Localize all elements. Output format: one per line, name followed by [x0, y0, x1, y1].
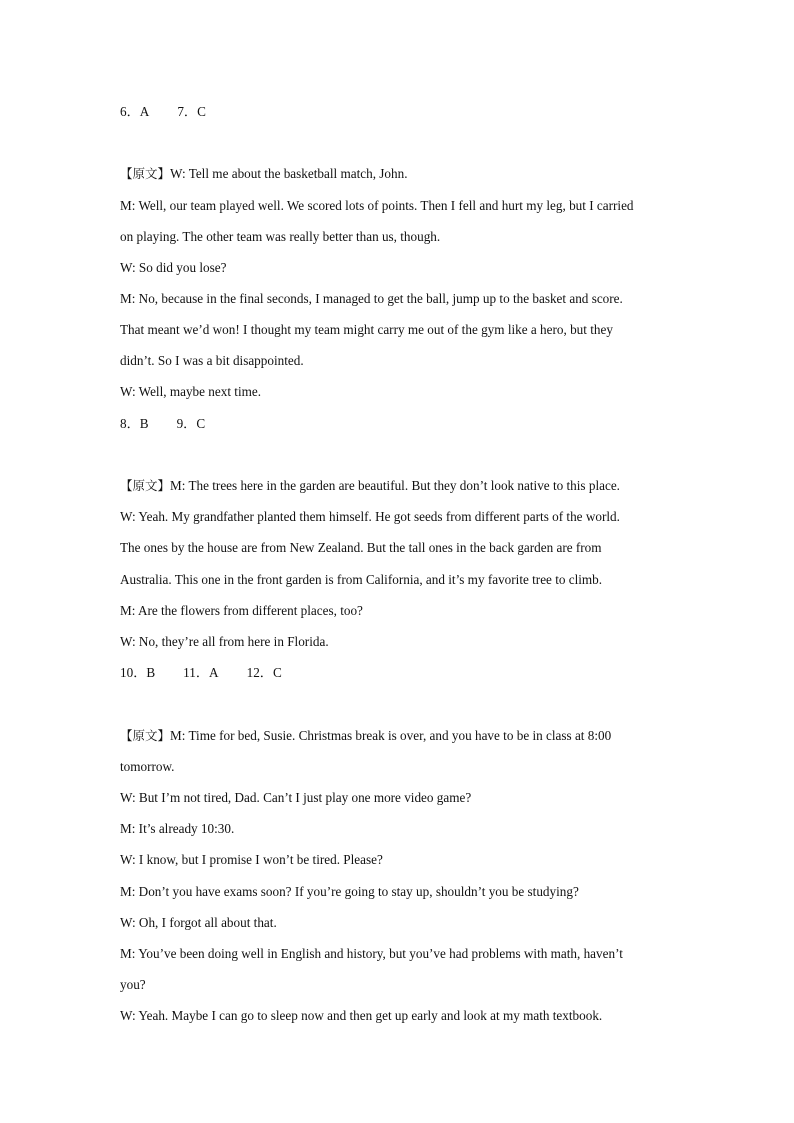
answer-item: 8．B [120, 416, 149, 431]
transcript-line: W: Yeah. My grandfather planted them himself. He got seeds from different parts of the world. [120, 509, 620, 524]
answer-item: 6．A [120, 104, 150, 119]
transcript-line [120, 165, 680, 183]
transcript-text: M: The trees here in the garden are beautiful. But they don’t look native to this place. [170, 478, 620, 493]
answer-item: 12．C [246, 665, 282, 680]
transcript-line: W: No, they’re all from here in Florida. [120, 634, 329, 649]
transcript-line: M: It’s already 10:30. [120, 821, 235, 836]
transcript-line: M: Well, our team played well. We scored lots of points. Then I fell and hurt my leg, but I carried [120, 198, 634, 213]
transcript-line: M: You’ve been doing well in English and history, but you’ve had problems with math, haven’t [120, 946, 623, 961]
transcript-line: W: But I’m not tired, Dad. Can’t I just play one more video game? [120, 790, 472, 805]
transcript-line: you? [120, 977, 146, 992]
transcript-line: W: I know, but I promise I won’t be tired. Please? [120, 852, 383, 867]
transcript-tag: 【原文】 [120, 166, 171, 181]
transcript-line: W: Well, maybe next time. [120, 384, 262, 399]
transcript-line: W: Yeah. Maybe I can go to sleep now and then get up early and look at my math textbook. [120, 1008, 603, 1023]
transcript-line: M: No, because in the final seconds, I managed to get the ball, jump up to the basket and score. [120, 291, 623, 306]
transcript-line: The ones by the house are from New Zealand. But the tall ones in the back garden are from [120, 540, 602, 555]
answer-item: 10．B [120, 665, 156, 680]
transcript-line [120, 727, 680, 745]
transcript-text: M: Time for bed, Susie. Christmas break is over, and you have to be in class at 8:00 [170, 728, 612, 743]
answer-line [120, 415, 680, 433]
answer-item: 7．C [177, 104, 206, 119]
transcript-tag: 【原文】 [120, 478, 171, 493]
answer-line [120, 664, 680, 682]
transcript-tag: 【原文】 [120, 728, 171, 743]
answer-item: 11．A [183, 665, 219, 680]
transcript-line: on playing. The other team was really better than us, though. [120, 229, 441, 244]
transcript-text: W: Tell me about the basketball match, John. [170, 166, 408, 181]
answer-line [120, 103, 680, 121]
transcript-line: M: Are the flowers from different places, too? [120, 603, 363, 618]
transcript-line: tomorrow. [120, 759, 175, 774]
transcript-line [120, 477, 680, 495]
transcript-line: didn’t. So I was a bit disappointed. [120, 353, 304, 368]
transcript-line: M: Don’t you have exams soon? If you’re going to stay up, shouldn’t you be studying? [120, 884, 579, 899]
transcript-line: W: So did you lose? [120, 260, 227, 275]
transcript-line: W: Oh, I forgot all about that. [120, 915, 277, 930]
answer-item: 9．C [176, 416, 206, 431]
transcript-line: That meant we’d won! I thought my team might carry me out of the gym like a hero, but they [120, 322, 613, 337]
transcript-line: Australia. This one in the front garden is from California, and it’s my favorite tree to climb. [120, 572, 603, 587]
